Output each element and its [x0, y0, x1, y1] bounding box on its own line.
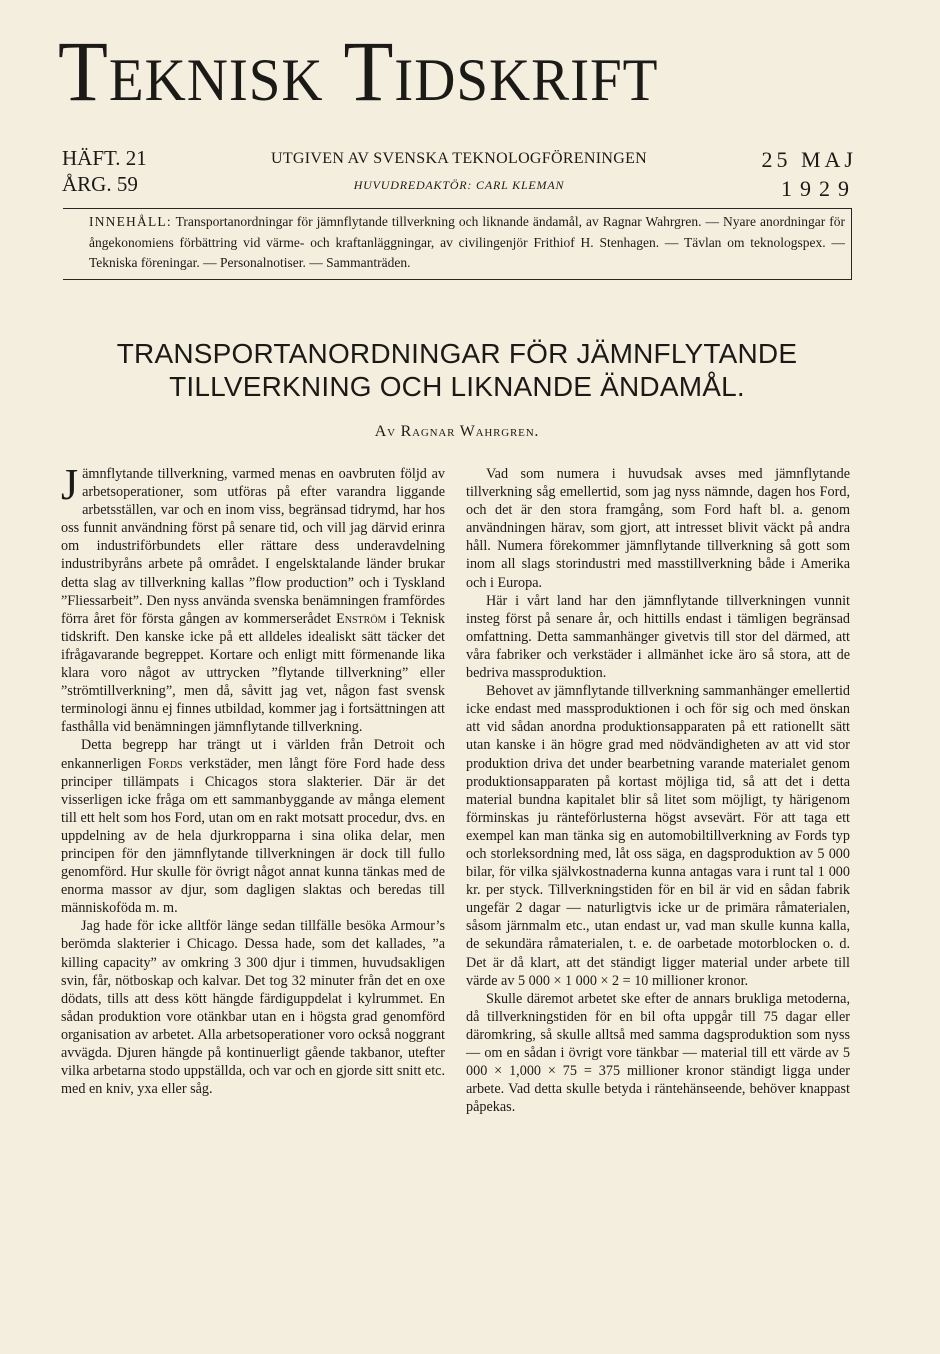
issue-number: HÄFT. 21: [62, 146, 147, 170]
byline-author: Ragnar Wahrgren.: [400, 423, 540, 440]
paragraph: Detta begrepp har trängt ut i världen från Detroit och enkannerligen Fords verkstäder, men långt före Ford hade dess principer tillämpats i Chicagos stora slakterier. Där är det visserligen icke fråga om ett sammanbyggande av många element till ett helt som hos Ford, utan om en rakt motsatt procedur, dvs. en uppdelning av de hela djurkropparna i sina olika delar, men principen för den jämnflytande tillverkningen är dock till fullo genomförd. Hur skulle för övrigt något annat kunna tänkas med de enorma massor av djur, som dagligen slaktas och beredas till människoföda m. m.: [61, 737, 446, 917]
left-column: [61, 460, 446, 1098]
paragraph: Vad som numera i huvudsak avses med jämnflytande tillverkning såg emellertid, som jag nyss nämnde, dagen hos Ford, och det är den stora framgång, som Ford haft bl. a. genom användningen härav, som gjort, att intresset blivit väckt på andra håll. Numera förekommer jämnflytande tillverkning så gott som inom all slags storindustri med masstillverkning både i Amerika och i Europa.: [466, 466, 850, 591]
paragraph: Jag hade för icke alltför länge sedan tillfälle besöka Armour’s berömda slakterier i Chicago. Dessa hade, som det kallades, ”a killing capacity” av omkring 3 300 djur i timmen, huvudsakligen svin, får, nötboskap och kalvar. Det tog 32 minuter från det en oxe dödats, tills att dess kött hängde färdiguppdelat i kylrummet. En sådan produktion vore otänkbar utan en i högsta grad genomförd organisation av arbetet. Alla arbetsoperationer voro också noggrant avvägda. Djuren hängde på kontinuerligt gående takbanor, utefter vilka arbetarna stodo uppställda, och var och en gjorde sitt snitt etc. med en kniv, yxa eller såg.: [61, 918, 445, 1098]
paragraph: Behovet av jämnflytande tillverkning sammanhänger emellertid icke endast med massproduktionen i och för sig och med önskan att vid sådan anordna produktionsapparaten på ett rationellt sätt utan kanske i än högre grad med nödvändigheten av att vid stor produktion driva det under bearbetning varande materialet genom produktionsapparaten på kortast möjliga tid, så att det i detta material bundna kapitalet blir så litet som möjligt, ty härigenom förminskas ju ränteförlusterna högst avsevärt. För att taga ett exempel kan man tänka sig en automobiltillverkning av Fords typ och storleksordning med, låt oss säga, en dagsproduktion av 5 000 bilar, för vilka självkostnaderna kunna antagas vara i runt tal 1 000 kr. per styck. Tillverkningstiden för en bil är vid en sådan fabrik ungefär 2 dagar — naturligtvis icke ur de primära råmaterialen, såsom järnmalm etc., utan endast ur, vad man skulle kunna kalla, de sekundära råmaterialen, t. e. de oarbetade motorblocken o. d. Det är då klart, att det ständigt ligger material under arbete till värde av 5 000 × 1 000 × 2 = 10 millioner kronor.: [466, 683, 850, 989]
contents-text: Transportanordningar för jämnflytande tillverkning och liknande ändamål, av Ragnar Wahrgren. — Nyare anordningar för ångekonomiens förbättring vid värme- och kraftanläggningar, av civilingenjör Frithiof H. Stenhagen. — Tävlan om teknologspex. — Tekniska föreningar. — Personalnotiser. — Sammanträden.: [89, 214, 845, 270]
editor-line: HUVUDREDAKTÖR: CARL KLEMAN: [353, 178, 565, 192]
person-name: Enström: [336, 610, 387, 627]
volume-number: ÅRG. 59: [62, 172, 138, 196]
drop-cap: J: [61, 460, 79, 509]
contents-label: INNEHÅLL:: [89, 214, 172, 229]
right-column: [466, 465, 850, 1116]
paragraph: Skulle däremot arbetet ske efter de annars brukliga metoderna, då tillverkningstiden för en bil ofta uppgår till 75 dagar eller däromkring, så skulle alltså med samma dagsproduktion som nyss — om en sådan i övrigt vore tänkbar — material till ett värde av 5 000 × 1,000 × 75 = 375 millioner kronor ständigt ligga under arbete. Vad detta skulle betyda i räntehänseende, behöver knappast påpekas.: [466, 990, 850, 1116]
article-title: TRANSPORTANORDNINGAR FÖR JÄMNFLYTANDE TILLVERKNING OCH LIKNANDE ÄNDAMÅL.: [116, 338, 798, 402]
issue-date: 25 MAJ: [761, 147, 857, 172]
byline-prefix: Av: [374, 423, 396, 440]
paragraph: Jämnflytande tillverkning, varmed menas en oavbruten följd av arbetsoperationer, som utföras på efter varandra liggande arbetsställen, var och en inom viss, begränsad tidrymd, har hos oss funnit användning först på senare tid, och vill jag därvid erinra om industriförbundets eller rättare dess underavdelning industribyråns arbete på området. I engelsktalande länder brukar detta slag av tillverkning kallas ”flow production” och i Tyskland ”Fliessarbeit”. Den nyss använda svenska benämningen framfördes förra året för första gången av kommerserådet Enström i Teknisk tidskrift. Den kanske icke på ett alldeles idealiskt sätt täcker det ifrågavarande begreppet. Kortare och enligt mitt förmenande lika klara voro något av uttrycken ”flytande tillverkning” eller ”strömtillverkning”, men då, såvitt jag vet, någon fast svensk terminologi ännu ej finnes utbildad, kommer jag i fortsättningen att fasthålla vid benämningen jämnflytande tillverkning.: [61, 460, 446, 736]
table-of-contents: [63, 208, 852, 280]
company-name: Fords: [148, 755, 183, 772]
paragraph: Här i vårt land har den jämnflytande tillverkningen vunnit insteg först på senare år, och hittills endast i tämligen begränsad omfattning. Detta sammanhänger givetvis till stor del därmed, att våra fabriker och verkstäder i allmänhet icke äro så stora, att de bedriva massproduktion.: [466, 592, 850, 682]
publisher-line: UTGIVEN AV SVENSKA TEKNOLOGFÖRENINGEN: [271, 150, 647, 167]
article-byline: [62, 423, 852, 441]
issue-year: 1929: [781, 176, 857, 201]
masthead-title: Teknisk Tidskrift: [58, 23, 659, 119]
